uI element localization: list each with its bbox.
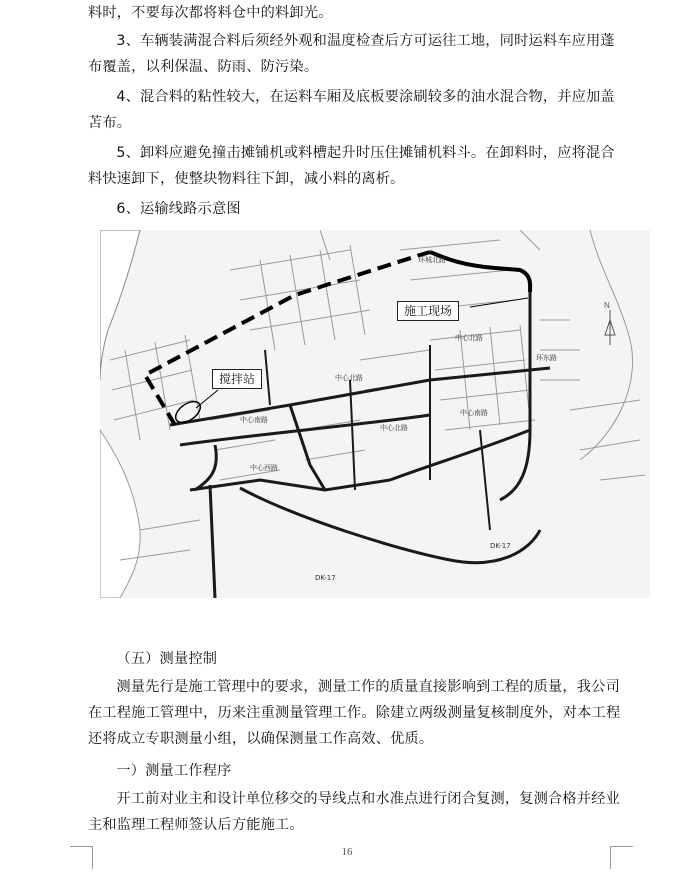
road-label: 中心南路 xyxy=(460,409,488,417)
paragraph-item-3: 3、车辆装满混合料后须经外观和温度检查后方可运往工地，同时运料车应用蓬布覆盖，以利保温、防雨、防污染。 xyxy=(88,33,615,75)
svg-text:N: N xyxy=(604,301,610,310)
section-heading: （五）测量控制 xyxy=(116,651,218,667)
section-body: 测量先行是施工管理中的要求，测量工作的质量直接影响到工程的质量，我公司在工程施工管理中，历来注重测量管理工作。除建立两级测量复核制度外，对本工程还将成立专职测量小组，以确保测量工作高效、优质。 xyxy=(88,679,621,747)
road-label: DK-17 xyxy=(315,574,336,582)
page-number: 16 xyxy=(341,846,353,858)
road-label: 中心南路 xyxy=(240,416,268,424)
map-graphic xyxy=(100,230,650,598)
road-label: 中心北路 xyxy=(455,334,483,342)
paragraph-item-5: 5、卸料应避免撞击摊铺机或料槽起升时压住摊铺机料斗。在卸料时，应将混合料快速卸下，使整块物料往下卸，减小料的离析。 xyxy=(88,145,615,187)
road-label: 环东路 xyxy=(536,354,557,362)
section-subheading: 一）测量工作程序 xyxy=(116,763,232,779)
paragraph-continuation: 料时，不要每次都将料仓中的料卸光。 xyxy=(88,5,333,21)
road-label: DK-17 xyxy=(490,542,511,550)
road-label: 中心西路 xyxy=(250,464,278,472)
transport-route-map xyxy=(100,230,650,598)
road-label: 环城北路 xyxy=(418,256,446,264)
road-label: 中心北路 xyxy=(380,424,408,432)
section-subbody: 开工前对业主和设计单位移交的导线点和水准点进行闭合复测，复测合格并经业主和监理工程师签认后方能施工。 xyxy=(88,791,620,833)
paragraph-item-6: 6、运输线路示意图 xyxy=(116,201,241,217)
construction-site-label: 施工现场 xyxy=(397,301,459,321)
paragraph-item-4: 4、混合料的粘性较大，在运料车厢及底板要涂刷较多的油水混合物，并应加盖苫布。 xyxy=(88,89,615,131)
mixing-plant-label: 搅拌站 xyxy=(212,369,262,389)
road-label: 中心北路 xyxy=(335,374,363,382)
